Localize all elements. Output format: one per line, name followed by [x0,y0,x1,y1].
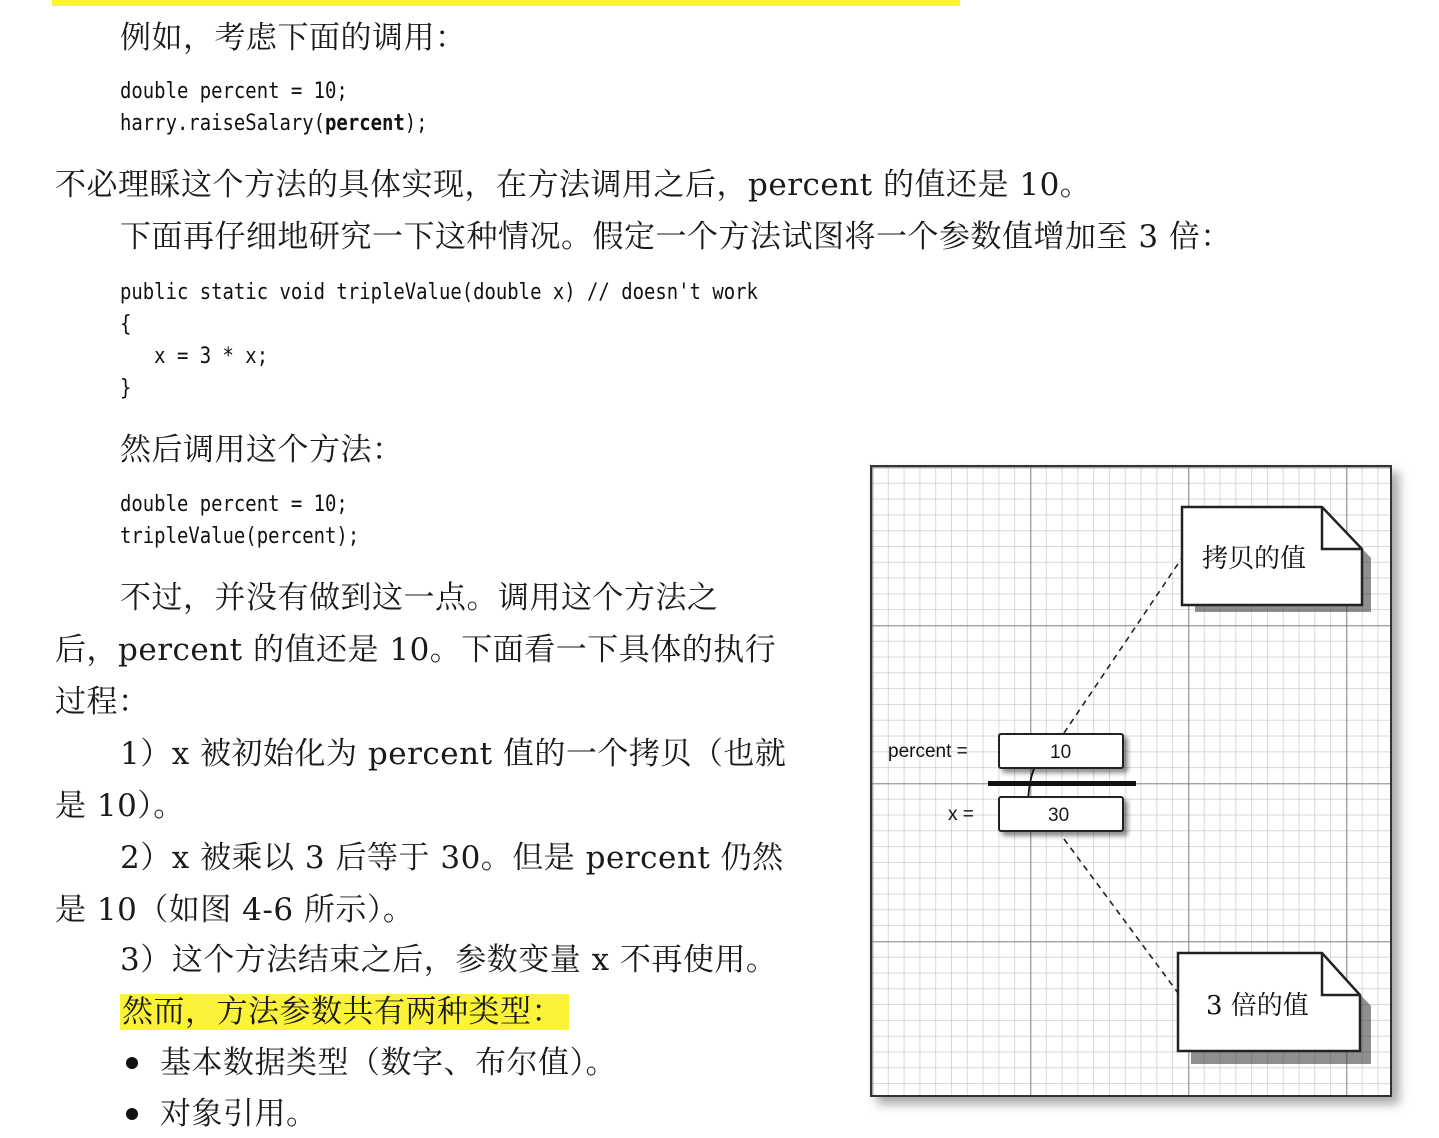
highlighted-text: 然而，方法参数共有两种类型： [120,994,569,1030]
code-line: { [120,312,132,337]
code-line: double percent = 10; [120,492,348,517]
percent-label: percent = [888,741,968,762]
divider-bar [988,781,1136,786]
bullet-item-object-ref: 对象引用。 [160,1096,318,1132]
step-1-line: 是 10）。 [55,788,185,824]
code-bold-argument: percent [325,111,405,136]
note-copied-value: 拷贝的值 [1202,544,1307,574]
bullet-item-primitive: 基本数据类型（数字、布尔值）。 [160,1045,617,1081]
paragraph-explanation-line: 后，percent 的值还是 10。下面看一下具体的执行 [55,632,777,668]
code-line: tripleValue(percent); [120,524,360,549]
code-fragment: ); [404,111,428,136]
note-tripled-value: 3 倍的值 [1206,991,1309,1021]
figure-parameter-copy [870,465,1392,1097]
code-fragment: harry.raiseSalary( [120,111,326,136]
bullet-dot [126,1108,138,1120]
step-2-line: 是 10（如图 4-6 所示）。 [55,892,415,928]
x-variable-box [998,796,1124,832]
step-3-line: 3）这个方法结束之后，参数变量 x 不再使用。 [120,942,778,978]
x-label: x = [948,804,974,825]
paragraph-triple-intro: 下面再仔细地研究一下这种情况。假定一个方法试图将一个参数值增加至 3 倍： [120,219,1232,255]
bullet-dot [126,1057,138,1069]
x-value: 30 [1048,805,1070,826]
paragraph-result: 不必理睬这个方法的具体实现，在方法调用之后，percent 的值还是 10。 [55,167,1092,203]
paragraph-param-types [120,992,569,1032]
previous-line-highlight [52,0,960,6]
paragraph-explanation-line: 过程： [55,684,150,720]
paragraph-explanation-line: 不过，并没有做到这一点。调用这个方法之 [120,580,719,616]
code-line [120,108,428,140]
paragraph-call: 然后调用这个方法： [120,432,404,468]
dashed-connector-copy [1064,555,1184,733]
code-line: } [120,376,132,401]
percent-variable-box [998,733,1124,769]
dashed-connector-triple [1064,839,1184,1001]
code-line: x = 3 * x; [120,344,269,369]
code-line: public static void tripleValue(double x) // doesn't work [120,280,758,305]
paragraph-intro: 例如，考虑下面的调用： [120,20,467,56]
percent-value: 10 [1050,742,1072,763]
code-line: double percent = 10; [120,79,348,104]
step-1-line: 1）x 被初始化为 percent 值的一个拷贝（也就 [120,736,787,772]
step-2-line: 2）x 被乘以 3 后等于 30。但是 percent 仍然 [120,840,784,876]
